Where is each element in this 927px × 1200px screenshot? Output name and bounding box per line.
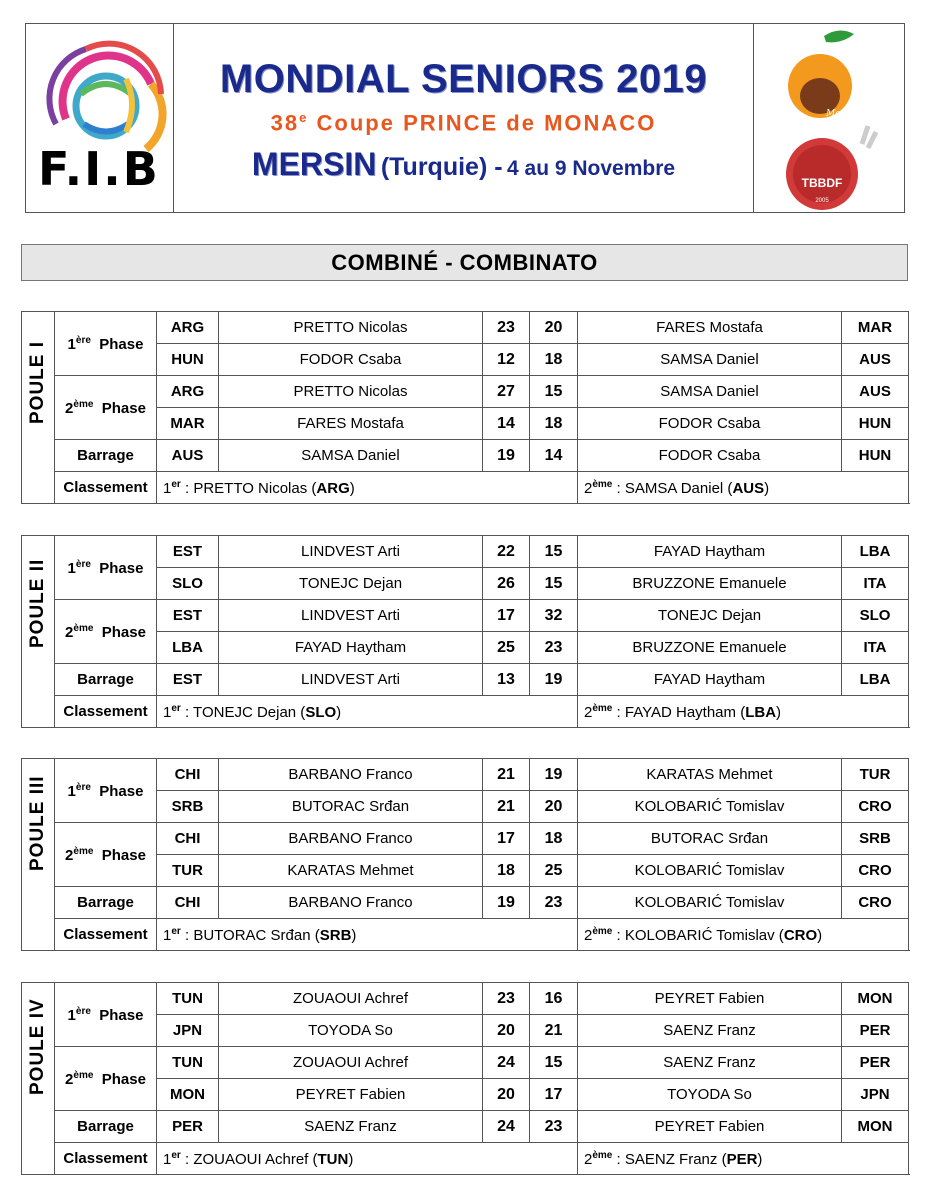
match-row [22,887,909,919]
phase-word: Phase [99,782,144,800]
player-right: FAYAD Haytham [578,536,842,568]
rank-first-country: SLO [305,703,337,721]
phase-word: Phase [99,559,144,577]
score-right: 16 [530,983,578,1015]
ranking-label: Classement [55,472,157,504]
pool-name [22,983,55,1175]
tbbdf-logo-text: TBBDF [801,176,843,190]
player-left: PRETTO Nicolas [219,312,483,344]
player-right: FAYAD Haytham [578,664,842,696]
rank-number: 1 [163,479,172,497]
tbbdf-logo-year: 2005 [815,198,829,204]
player-right: FODOR Csaba [578,440,842,472]
pool-name-text: POULE IV [27,997,48,1095]
rank-first-name: PRETTO Nicolas [193,479,308,497]
rank-colon: : [180,926,190,944]
player-left: LINDVEST Arti [219,536,483,568]
phase-sup: ème [73,1069,94,1081]
pool-table-1 [21,311,909,504]
player-right: PEYRET Fabien [578,983,842,1015]
rank-colon: : [612,1150,621,1168]
event-dates: 4 au 9 Novembre [507,157,676,181]
player-right: SAMSA Daniel [578,376,842,408]
rank-colon: : [612,703,621,721]
score-right: 23 [530,1111,578,1143]
rank-colon: : [180,1150,190,1168]
score-left: 14 [483,408,530,440]
ranking-row [22,472,909,504]
phase-word: Phase [99,1006,144,1024]
player-left: SAMSA Daniel [219,440,483,472]
player-left: LINDVEST Arti [219,664,483,696]
phase-sup: ère [75,334,91,346]
country-code-right: SLO [842,600,909,632]
player-right: SAENZ Franz [578,1047,842,1079]
rank-first-country: ARG [316,479,350,497]
score-left: 21 [483,791,530,823]
score-left: 19 [483,887,530,919]
player-right: KOLOBARIĆ Tomislav [578,791,842,823]
country-code-right: CRO [842,887,909,919]
rank-first-country: TUN [317,1150,349,1168]
player-right: FODOR Csaba [578,408,842,440]
country-code-left: EST [157,536,219,568]
page-subtitle [174,110,753,136]
player-right: KOLOBARIĆ Tomislav [578,855,842,887]
phase-number: 2 [65,623,74,641]
ranking-first: 1er : BUTORAC Srđan (SRB) [157,919,578,951]
pool-table-2 [21,535,909,728]
match-row [22,664,909,696]
ranking-label: Classement [55,696,157,728]
subtitle-text: Coupe PRINCE de MONACO [316,110,657,136]
player-left: FODOR Csaba [219,344,483,376]
rank-second-name: FAYAD Haytham [624,703,737,721]
rank-first-country: SRB [319,926,352,944]
score-left: 24 [483,1111,530,1143]
rank-number: 1 [163,926,172,944]
score-left: 23 [483,312,530,344]
country-code-left: CHI [157,823,219,855]
player-left: LINDVEST Arti [219,600,483,632]
country-code-left: JPN [157,1015,219,1047]
score-right: 15 [530,376,578,408]
player-left: FAYAD Haytham [219,632,483,664]
player-right: TONEJC Dejan [578,600,842,632]
rank-second-country: AUS [732,479,765,497]
country-code-right: LBA [842,536,909,568]
fib-logo-text: F.I.B [38,142,160,196]
mersin-orange-logo-icon [754,24,904,214]
rank-first-name: BUTORAC Srđan [193,926,311,944]
player-left: TOYODA So [219,1015,483,1047]
phase-word: Phase [101,1070,146,1088]
rank-sup: ème [592,1149,613,1161]
country-code-left: EST [157,664,219,696]
country-code-left: LBA [157,632,219,664]
pool-table-3 [21,758,909,951]
phase-label [55,983,157,1047]
player-left: KARATAS Mehmet [219,855,483,887]
rank-sup: er [171,702,181,714]
score-right: 32 [530,600,578,632]
score-right: 23 [530,887,578,919]
barrage-label: Barrage [55,440,157,472]
rank-second-country: LBA [745,703,777,721]
phase-sup: ème [73,622,94,634]
country-code-left: ARG [157,312,219,344]
phase-word: Phase [101,846,146,864]
rank-number: 2 [584,926,593,944]
player-right: TOYODA So [578,1079,842,1111]
phase-sup: ère [75,781,91,793]
country-code-left: TUN [157,1047,219,1079]
phase-number: 2 [65,399,74,417]
pool-name-text: POULE II [27,558,48,648]
rank-sup: ème [592,478,613,490]
phase-word: Phase [99,335,144,353]
score-right: 15 [530,1047,578,1079]
score-right: 15 [530,536,578,568]
phase-number: 2 [65,1070,74,1088]
score-right: 19 [530,664,578,696]
pool-table-4 [21,982,909,1175]
player-left: SAENZ Franz [219,1111,483,1143]
rank-sup: er [171,925,181,937]
player-left: PRETTO Nicolas [219,376,483,408]
country-code-right: PER [842,1047,909,1079]
score-left: 24 [483,1047,530,1079]
match-row [22,1111,909,1143]
country-code-right: SRB [842,823,909,855]
event-location [174,146,753,183]
ranking-row [22,1143,909,1175]
rank-colon: : [180,703,190,721]
country-code-left: MAR [157,408,219,440]
phase-label [55,600,157,664]
country-code-right: HUN [842,440,909,472]
country-code-left: EST [157,600,219,632]
player-left: BARBANO Franco [219,823,483,855]
player-left: ZOUAOUI Achref [219,1047,483,1079]
score-right: 23 [530,632,578,664]
rank-colon: : [612,926,621,944]
country-code-right: AUS [842,344,909,376]
score-right: 18 [530,823,578,855]
ranking-row [22,696,909,728]
score-right: 18 [530,408,578,440]
player-right: FARES Mostafa [578,312,842,344]
pool-name [22,536,55,728]
country-code-right: JPN [842,1079,909,1111]
match-row [22,312,909,344]
rank-number: 2 [584,703,593,721]
rank-sup: er [171,478,181,490]
pool-name-text: POULE I [27,340,48,424]
country-code-left: HUN [157,344,219,376]
page-title: MONDIAL SENIORS 2019 [219,57,708,101]
fib-logo [26,24,174,212]
subtitle-sup: e [299,110,309,125]
rank-second-name: KOLOBARIĆ Tomislav [624,926,775,944]
sponsor-logos [754,24,904,212]
ranking-label: Classement [55,1143,157,1175]
match-row [22,600,909,632]
rank-second-name: SAENZ Franz [624,1150,718,1168]
score-left: 21 [483,759,530,791]
phase-label [55,376,157,440]
country-code-right: AUS [842,376,909,408]
phase-label [55,823,157,887]
player-left: ZOUAOUI Achref [219,983,483,1015]
match-row [22,376,909,408]
rank-number: 1 [163,1150,172,1168]
barrage-label: Barrage [55,1111,157,1143]
player-right: BRUZZONE Emanuele [578,568,842,600]
country-code-left: SRB [157,791,219,823]
phase-number: 1 [67,559,76,577]
match-row [22,983,909,1015]
pool-name-text: POULE III [27,774,48,871]
country-code-left: MON [157,1079,219,1111]
phase-sup: ère [75,558,91,570]
match-row [22,759,909,791]
phase-label [55,759,157,823]
country-code-left: PER [157,1111,219,1143]
score-right: 18 [530,344,578,376]
ranking-second: 2ème : FAYAD Haytham (LBA) [578,696,909,728]
score-left: 13 [483,664,530,696]
score-left: 17 [483,823,530,855]
player-right: KARATAS Mehmet [578,759,842,791]
mersin-logo-text: Mersin [826,109,859,119]
phase-number: 1 [67,335,76,353]
rank-number: 2 [584,479,593,497]
country-code-right: CRO [842,855,909,887]
phase-sup: ère [75,1005,91,1017]
rank-second-country: PER [726,1150,758,1168]
ranking-second: 2ème : SAENZ Franz (PER) [578,1143,909,1175]
score-right: 14 [530,440,578,472]
country-code-left: TUR [157,855,219,887]
header-box [25,23,905,213]
player-left: FARES Mostafa [219,408,483,440]
event-city: MERSIN [251,146,377,183]
country-code-right: HUN [842,408,909,440]
rank-colon: : [612,479,621,497]
phase-label [55,312,157,376]
barrage-label: Barrage [55,664,157,696]
score-left: 20 [483,1015,530,1047]
rank-sup: ème [592,925,613,937]
rank-sup: er [171,1149,181,1161]
country-code-left: SLO [157,568,219,600]
score-right: 20 [530,312,578,344]
score-right: 20 [530,791,578,823]
rank-first-name: ZOUAOUI Achref [193,1150,309,1168]
player-right: SAENZ Franz [578,1015,842,1047]
score-left: 23 [483,983,530,1015]
ranking-label: Classement [55,919,157,951]
phase-number: 2 [65,846,74,864]
score-left: 25 [483,632,530,664]
country-code-right: MAR [842,312,909,344]
event-country: (Turquie) - [380,153,503,182]
phase-label [55,536,157,600]
phase-word: Phase [101,399,146,417]
pool-name [22,759,55,951]
rank-number: 1 [163,703,172,721]
score-right: 17 [530,1079,578,1111]
ranking-second: 2ème : KOLOBARIĆ Tomislav (CRO) [578,919,909,951]
rank-colon: : [180,479,190,497]
score-right: 19 [530,759,578,791]
score-left: 20 [483,1079,530,1111]
score-left: 22 [483,536,530,568]
player-right: KOLOBARIĆ Tomislav [578,887,842,919]
country-code-left: ARG [157,376,219,408]
score-right: 25 [530,855,578,887]
country-code-right: CRO [842,791,909,823]
ranking-first: 1er : TONEJC Dejan (SLO) [157,696,578,728]
ranking-row [22,919,909,951]
section-banner: COMBINÉ - COMBINATO [21,244,908,281]
barrage-label: Barrage [55,887,157,919]
phase-label [55,1047,157,1111]
ranking-first: 1er : PRETTO Nicolas (ARG) [157,472,578,504]
phase-word: Phase [101,623,146,641]
country-code-left: CHI [157,887,219,919]
phase-sup: ème [73,398,94,410]
player-right: PEYRET Fabien [578,1111,842,1143]
score-left: 17 [483,600,530,632]
ranking-second: 2ème : SAMSA Daniel (AUS) [578,472,909,504]
player-left: BUTORAC Srđan [219,791,483,823]
player-left: BARBANO Franco [219,759,483,791]
player-left: PEYRET Fabien [219,1079,483,1111]
subtitle-number: 38 [270,110,300,136]
country-code-right: MON [842,1111,909,1143]
player-right: BUTORAC Srđan [578,823,842,855]
country-code-right: ITA [842,568,909,600]
phase-number: 1 [67,1006,76,1024]
country-code-right: PER [842,1015,909,1047]
rank-second-country: CRO [783,926,818,944]
score-left: 26 [483,568,530,600]
ranking-first: 1er : ZOUAOUI Achref (TUN) [157,1143,578,1175]
player-left: BARBANO Franco [219,887,483,919]
score-right: 21 [530,1015,578,1047]
rank-sup: ème [592,702,613,714]
country-code-right: MON [842,983,909,1015]
rank-number: 2 [584,1150,593,1168]
match-row [22,536,909,568]
score-left: 18 [483,855,530,887]
phase-number: 1 [67,782,76,800]
country-code-right: LBA [842,664,909,696]
score-left: 27 [483,376,530,408]
player-right: BRUZZONE Emanuele [578,632,842,664]
country-code-left: CHI [157,759,219,791]
header-title-block [174,24,754,212]
player-right: SAMSA Daniel [578,344,842,376]
pool-name [22,312,55,504]
match-row [22,823,909,855]
country-code-right: TUR [842,759,909,791]
score-right: 15 [530,568,578,600]
country-code-right: ITA [842,632,909,664]
rank-second-name: SAMSA Daniel [624,479,724,497]
rank-first-name: TONEJC Dejan [193,703,297,721]
score-left: 12 [483,344,530,376]
phase-sup: ème [73,845,94,857]
score-left: 19 [483,440,530,472]
match-row [22,1047,909,1079]
match-row [22,440,909,472]
country-code-left: AUS [157,440,219,472]
player-left: TONEJC Dejan [219,568,483,600]
country-code-left: TUN [157,983,219,1015]
